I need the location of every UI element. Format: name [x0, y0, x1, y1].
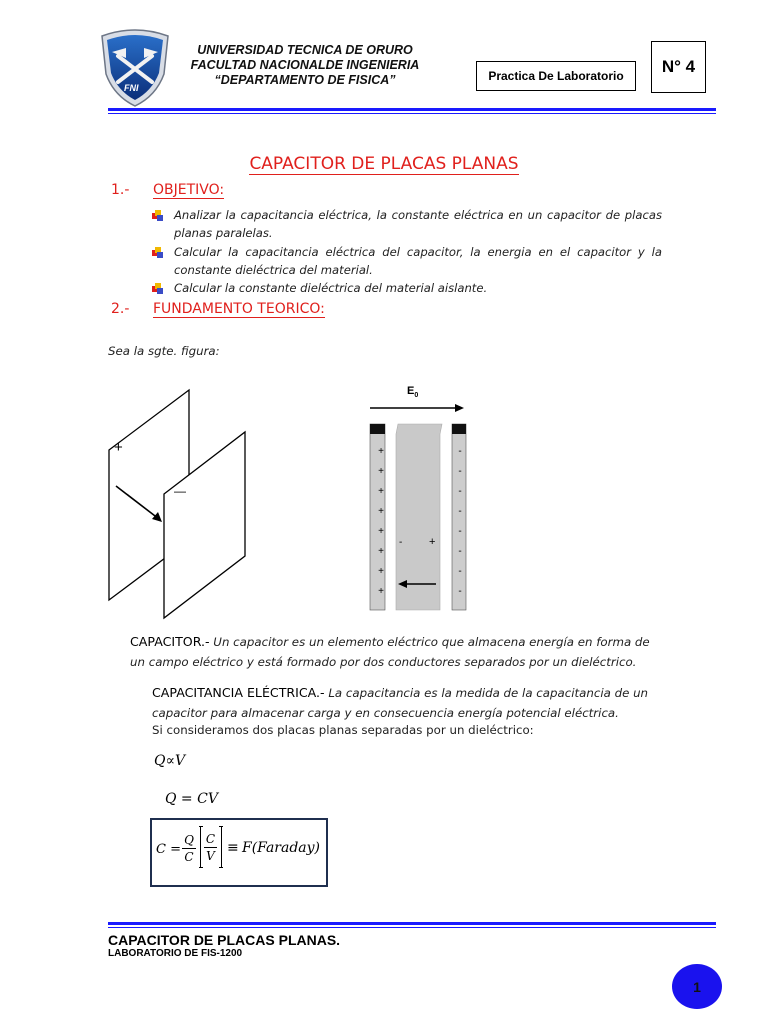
formula-rhs: F(Faraday) — [242, 840, 321, 856]
capacitancia-line2: Si consideramos dos placas planas separadas por un dieléctrico: — [152, 723, 534, 737]
objectives-list — [152, 206, 662, 297]
footer-rule — [108, 922, 716, 925]
footer-subtitle: LABORATORIO DE FIS-1200 — [108, 948, 243, 959]
parallel-plates-figure — [100, 382, 260, 622]
equation-q-cv: Q = CV — [165, 791, 218, 807]
header-rule — [108, 108, 716, 111]
section-number: 1.- — [111, 182, 130, 198]
section-fundamento — [111, 301, 411, 321]
institution-header — [170, 43, 440, 88]
left-plate-charges: + + + + + + + + — [378, 446, 384, 597]
fraction-q-c: Q C — [182, 832, 196, 865]
practica-label-box — [476, 61, 636, 91]
list-item: Analizar la capacitancia eléctrica, la constante eléctrica en un capacitor de placas planas paralelas. — [152, 206, 662, 243]
capacitor-term: CAPACITOR.- — [130, 634, 210, 649]
section-number: 2.- — [111, 301, 130, 317]
right-plate-charges: - - - - - - - - — [458, 446, 462, 597]
department-name: “DEPARTAMENTO DE FISICA” — [214, 73, 396, 87]
footer-title: CAPACITOR DE PLACAS PLANAS. — [108, 932, 341, 948]
page-title — [0, 154, 768, 174]
dielectric-plus: + — [429, 536, 436, 548]
dielectric-minus: - — [399, 537, 403, 548]
plate-plus-sign: + — [114, 439, 123, 456]
page-number: 1 — [693, 978, 701, 995]
list-item: Calcular la constante dieléctrica del material aislante. — [152, 279, 662, 297]
university-logo — [96, 26, 174, 108]
footer-rule-thin — [108, 927, 716, 928]
university-name: UNIVERSIDAD TECNICA DE ORURO — [197, 43, 413, 57]
field-e0-arrow-head — [455, 404, 464, 412]
capacitancia-definition — [152, 683, 662, 723]
section-label: FUNDAMENTO TEORICO: — [153, 301, 325, 317]
capacitor-definition — [130, 632, 662, 672]
formula-lhs: C = — [156, 842, 181, 857]
list-item: Calcular la capacitancia eléctrica del capacitor, la energia en el capacitor y la constante dieléctrica del material. — [152, 243, 662, 280]
formula-equiv: ≡ — [227, 840, 239, 856]
figure-intro: Sea la sgte. figura: — [108, 344, 220, 358]
bullet-icon — [152, 247, 163, 258]
logo-text: FNI — [124, 83, 139, 93]
practica-label: Practica De Laboratorio — [488, 69, 624, 83]
capacitancia-term: CAPACITANCIA ELÉCTRICA.- — [152, 685, 325, 700]
bullet-icon — [152, 210, 163, 221]
section-objetivo — [111, 182, 411, 202]
plate-minus-sign: — — [174, 484, 186, 498]
equation-proportional: Q∝V — [154, 753, 186, 769]
faculty-name: FACULTAD NACIONALDE INGENIERIA — [190, 58, 420, 72]
header-rule-thin — [108, 113, 716, 114]
page-title-text: CAPACITOR DE PLACAS PLANAS — [249, 154, 519, 174]
bullet-icon — [152, 283, 163, 294]
capacitor-text: Un capacitor es un elemento eléctrico que almacena energía en forma de un campo eléctrico y está formado por dos conductores separados por un dieléctrico. — [130, 635, 650, 669]
capacitancia-text: La capacitancia es la medida de la capacitancia de un capacitor para almacenar carga y en consecuencia energía potencial eléctrica. — [152, 686, 649, 720]
field-label: $E_0$ — [407, 385, 419, 400]
practice-number: N° 4 — [661, 57, 696, 76]
practice-number-box — [651, 41, 706, 93]
formula-box — [150, 818, 328, 887]
section-label: OBJETIVO: — [153, 182, 225, 198]
page-number-badge — [672, 964, 722, 1009]
bracket-fraction: C V — [200, 826, 222, 868]
